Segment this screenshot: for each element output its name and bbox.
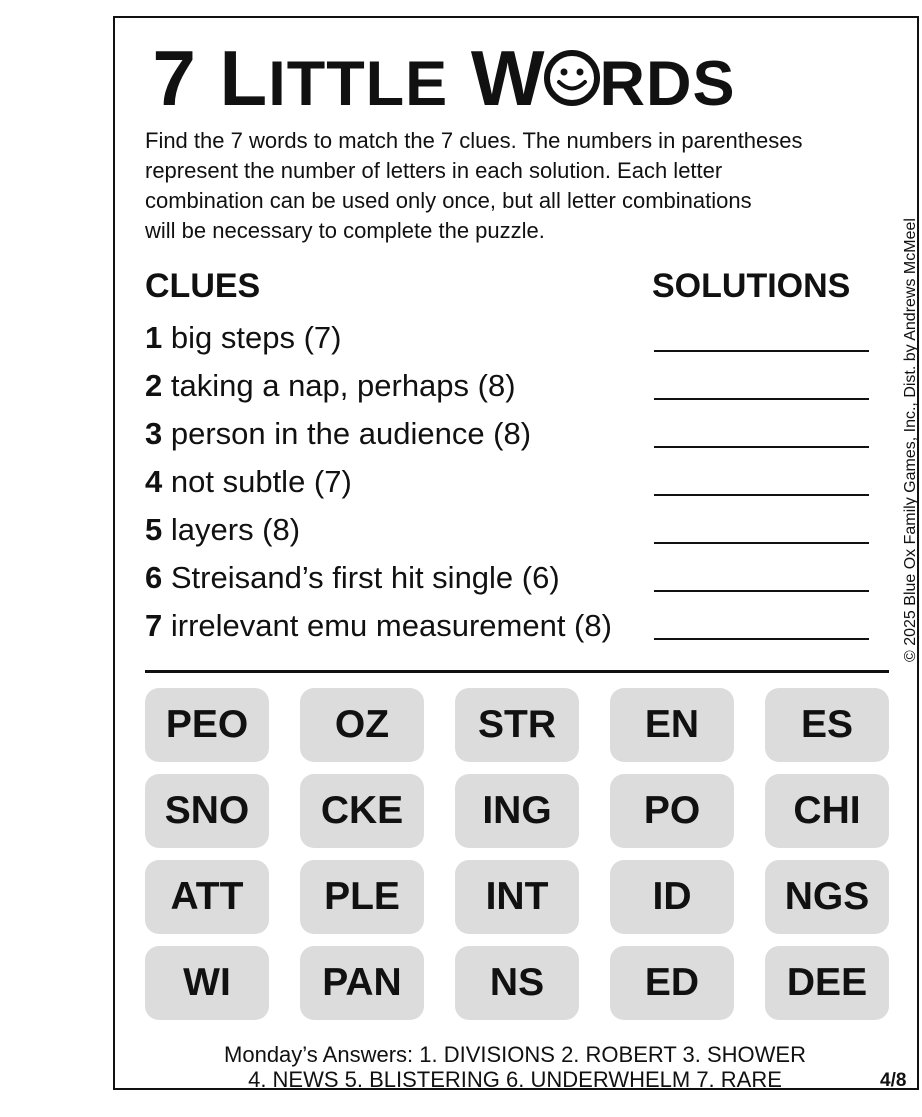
letter-tile[interactable]: CHI [765, 774, 889, 848]
letter-tile[interactable]: ES [765, 688, 889, 762]
letter-tile[interactable]: EN [610, 688, 734, 762]
letter-tile[interactable]: ING [455, 774, 579, 848]
letter-tile[interactable]: PLE [300, 860, 424, 934]
copyright-notice: © 2025 Blue Ox Family Games, Inc., Dist. by Andrews McMeel [902, 218, 919, 662]
letter-tile[interactable]: PAN [300, 946, 424, 1020]
instruction-line: represent the number of letters in each solution. Each letter [145, 158, 723, 183]
title-seven: 7 [152, 34, 197, 122]
letter-tile[interactable]: SNO [145, 774, 269, 848]
letter-tile[interactable]: DEE [765, 946, 889, 1020]
clue-number: 6 [145, 560, 163, 595]
letter-tile[interactable]: ED [610, 946, 734, 1020]
clue-3 [145, 416, 531, 452]
clues-header: CLUES [145, 267, 261, 305]
solution-line-6[interactable] [654, 590, 869, 592]
title-w: W [470, 34, 546, 122]
clue-number: 5 [145, 512, 163, 547]
instructions [145, 126, 905, 246]
clue-text: Streisand’s first hit single (6) [170, 560, 560, 595]
clue-number: 4 [145, 464, 163, 499]
puzzle-title [0, 36, 888, 126]
clue-number: 2 [145, 368, 163, 403]
clue-number: 1 [145, 320, 163, 355]
clue-1 [145, 320, 341, 356]
clue-text: big steps (7) [170, 320, 342, 355]
divider [145, 670, 889, 673]
puzzle-date: 4/8 [880, 1070, 907, 1091]
letter-tile[interactable]: PO [610, 774, 734, 848]
clue-number: 7 [145, 608, 163, 643]
clue-text: not subtle (7) [170, 464, 352, 499]
letter-tile[interactable]: STR [455, 688, 579, 762]
title-ittle: ITTLE [268, 49, 449, 119]
solution-line-2[interactable] [654, 398, 869, 400]
letter-tile[interactable]: NGS [765, 860, 889, 934]
clue-6 [145, 560, 560, 596]
clue-text: layers (8) [170, 512, 301, 547]
solution-line-1[interactable] [654, 350, 869, 352]
clue-text: person in the audience (8) [170, 416, 532, 451]
solutions-header: SOLUTIONS [652, 267, 851, 305]
instruction-line: combination can be used only once, but all letter combinations [145, 188, 752, 213]
letter-tile[interactable]: ID [610, 860, 734, 934]
solution-line-5[interactable] [654, 542, 869, 544]
clue-text: taking a nap, perhaps (8) [170, 368, 516, 403]
clue-number: 3 [145, 416, 163, 451]
smiley-face-icon [543, 38, 601, 96]
clue-2 [145, 368, 516, 404]
letter-tile[interactable]: INT [455, 860, 579, 934]
solution-line-4[interactable] [654, 494, 869, 496]
solution-line-7[interactable] [654, 638, 869, 640]
clue-text: irrelevant emu measurement (8) [170, 608, 612, 643]
title-l: L [219, 34, 269, 122]
clue-7 [145, 608, 612, 644]
letter-tile[interactable]: OZ [300, 688, 424, 762]
instruction-line: will be necessary to complete the puzzle. [145, 218, 545, 243]
clue-5 [145, 512, 300, 548]
previous-answers-line-1: Monday’s Answers: 1. DIVISIONS 2. ROBERT 3. SHOWER [224, 1042, 806, 1067]
letter-tile[interactable]: CKE [300, 774, 424, 848]
clue-4 [145, 464, 352, 500]
letter-tile[interactable]: PEO [145, 688, 269, 762]
letter-tile[interactable]: WI [145, 946, 269, 1020]
solution-line-3[interactable] [654, 446, 869, 448]
instruction-line: Find the 7 words to match the 7 clues. The numbers in parentheses [145, 128, 803, 153]
title-rds: RDS [599, 49, 736, 119]
letter-tile[interactable]: ATT [145, 860, 269, 934]
letter-tile[interactable]: NS [455, 946, 579, 1020]
previous-answers-line-2: 4. NEWS 5. BLISTERING 6. UNDERWHELM 7. RARE [248, 1067, 782, 1092]
